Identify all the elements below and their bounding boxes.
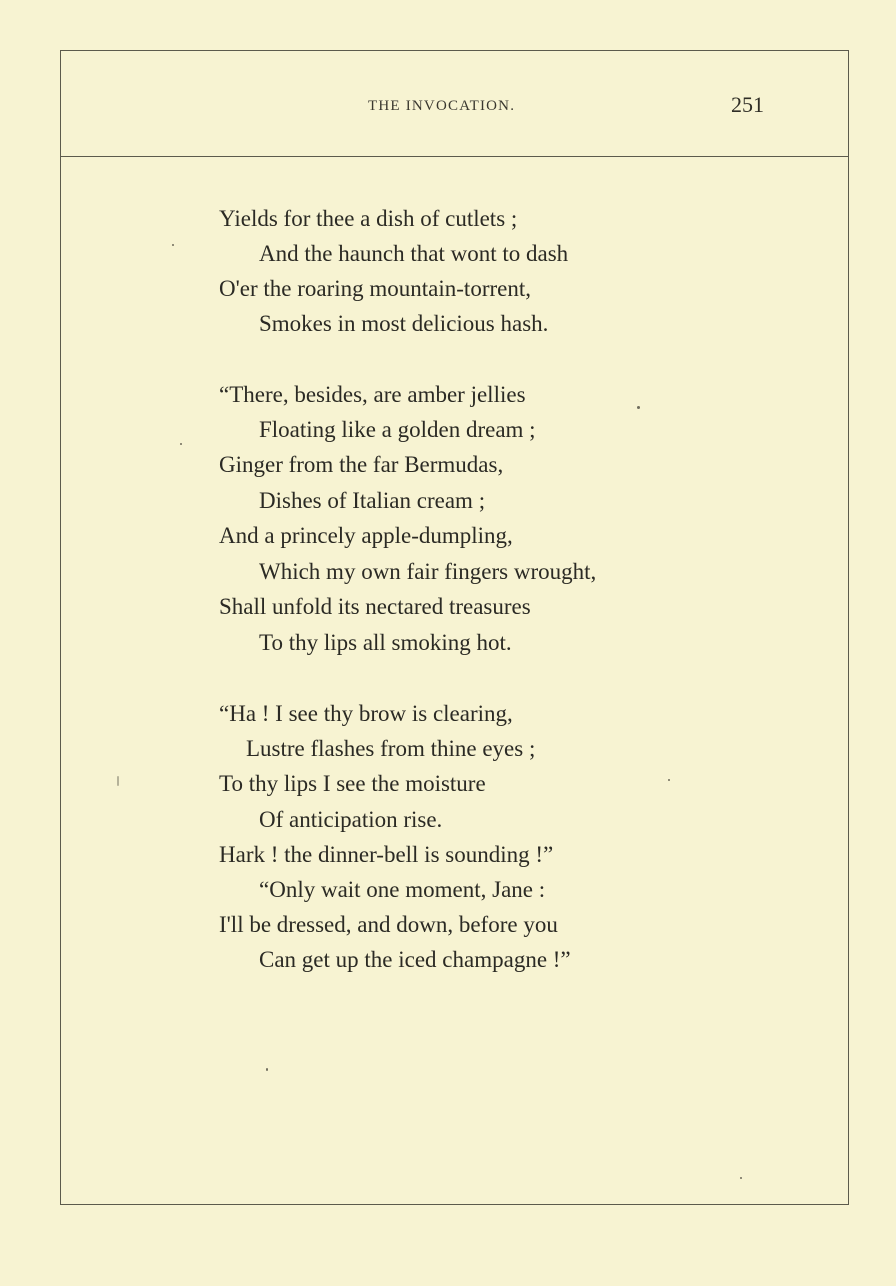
poem-line: Smokes in most delicious hash. [259, 311, 549, 336]
poem-line: Lustre flashes from thine eyes ; [246, 736, 536, 761]
poem-line: Hark ! the dinner-bell is sounding !” [219, 842, 554, 867]
poem-line: Yields for thee a dish of cutlets ; [219, 206, 518, 231]
scan-speck [740, 1177, 742, 1179]
poem-line: And the haunch that wont to dash [259, 241, 569, 266]
poem-line: Floating like a golden dream ; [259, 417, 536, 442]
scan-speck [180, 443, 182, 445]
page-number: 251 [731, 92, 764, 117]
poem-line: Can get up the iced champagne !” [259, 947, 571, 972]
poem-line: Which my own fair fingers wrought, [259, 559, 597, 584]
poem-line: I'll be dressed, and down, before you [219, 912, 558, 937]
poem-line: Of anticipation rise. [259, 807, 443, 832]
poem-line: To thy lips all smoking hot. [259, 630, 512, 655]
poem-line: Ginger from the far Bermudas, [219, 452, 504, 477]
scan-speck [117, 776, 119, 786]
scan-speck [668, 779, 670, 781]
poem-line: Shall unfold its nectared treasures [219, 594, 531, 619]
scan-speck [172, 244, 174, 246]
poem-line: “There, besides, are amber jellies [219, 382, 526, 407]
poem-line: “Ha ! I see thy brow is clearing, [219, 701, 513, 726]
scan-speck [637, 406, 640, 409]
poem-line: And a princely apple-dumpling, [219, 523, 513, 548]
poem-line: To thy lips I see the moisture [219, 771, 486, 796]
poem-line: Dishes of Italian cream ; [259, 488, 486, 513]
poem-line: O'er the roaring mountain-torrent, [219, 276, 531, 301]
poem-line: “Only wait one moment, Jane : [259, 877, 546, 902]
running-title: THE INVOCATION. [368, 98, 516, 114]
scan-speck [266, 1068, 268, 1071]
